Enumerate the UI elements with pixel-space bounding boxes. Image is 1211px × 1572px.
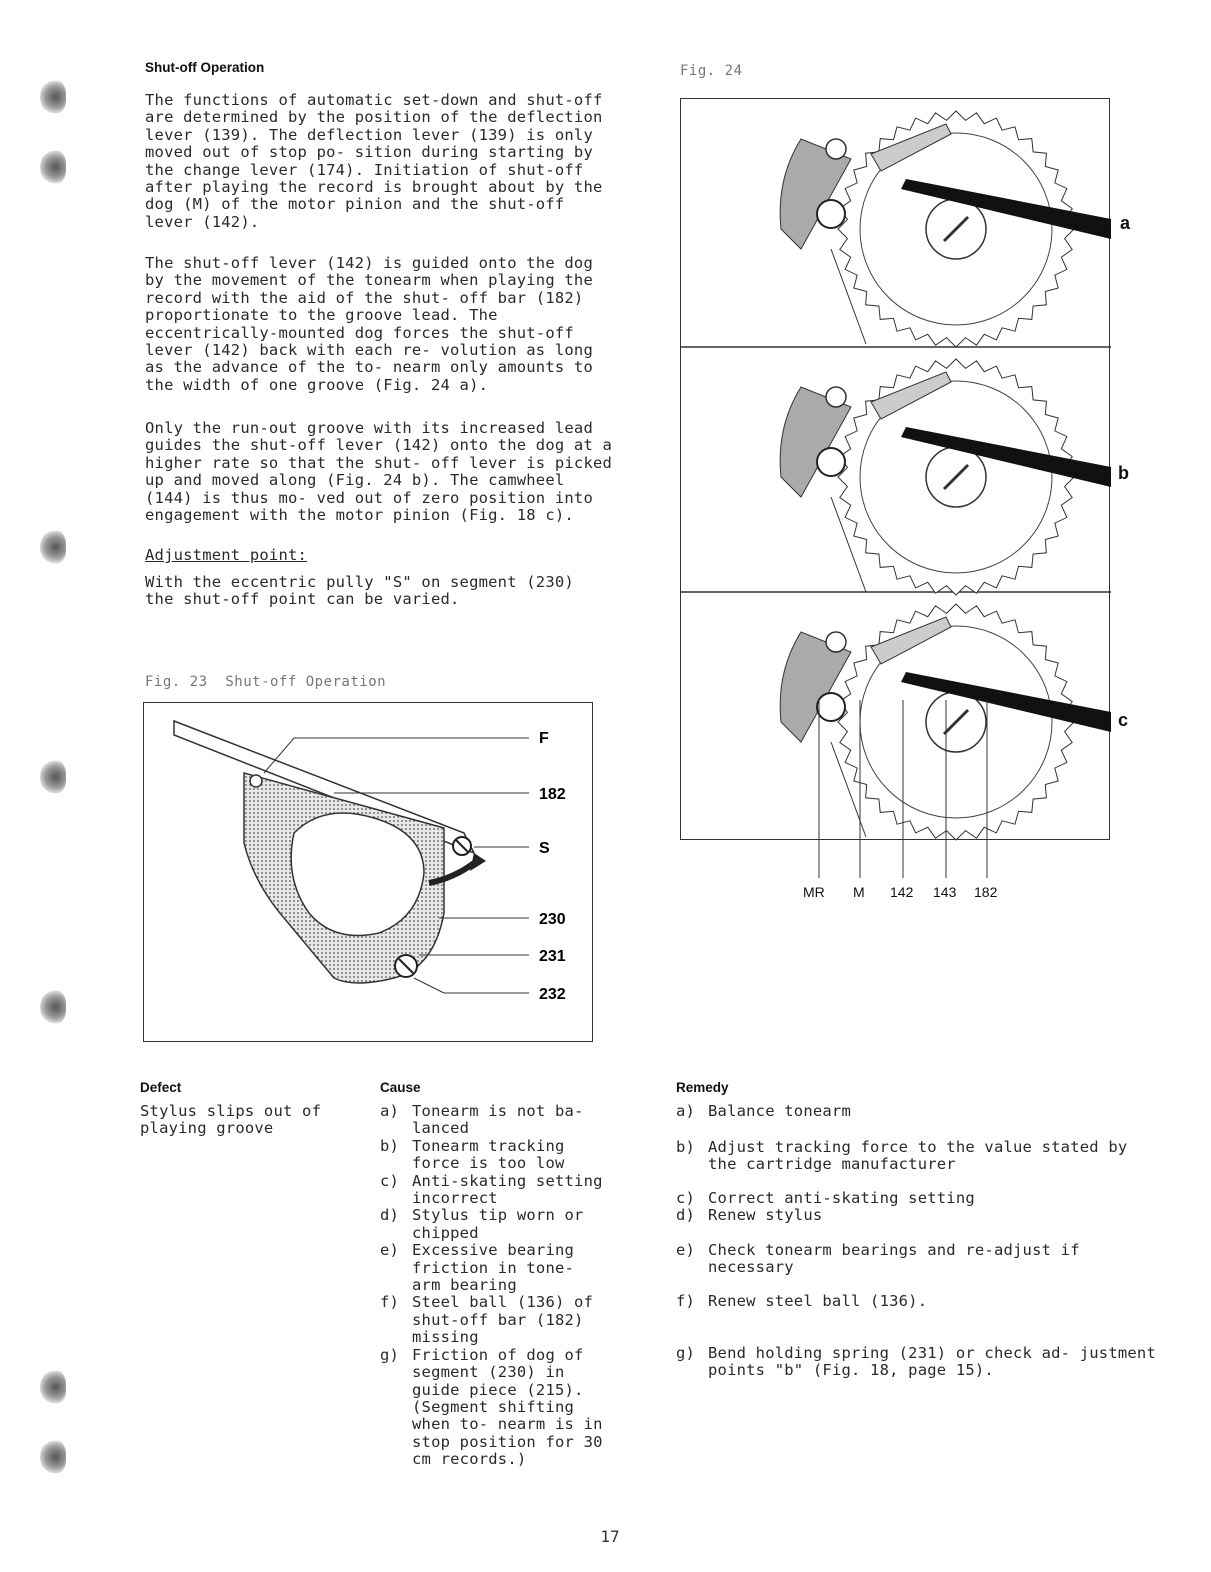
fig24-label-182: 182 <box>974 884 998 900</box>
remedy-c: c) Correct anti-skating setting <box>676 1189 975 1207</box>
defect-text: Stylus slips out of playing groove <box>140 1102 322 1138</box>
remedy-a: a) Balance tonearm <box>676 1102 851 1120</box>
fig23-label: S <box>539 840 550 857</box>
cause-item: c) Anti-skating setting incorrect <box>380 1171 603 1208</box>
remedy-header: Remedy <box>676 1080 729 1095</box>
cause-item: a) Tonearm is not ba- lanced <box>380 1102 584 1138</box>
fig24-label-143: 143 <box>933 884 957 900</box>
cause-item: b) Tonearm tracking force is too low <box>380 1136 565 1173</box>
cause-item: f) Steel ball (136) of shut-off bar (182) missing <box>380 1293 594 1347</box>
paragraph-1: The functions of automatic set-down and shut-off are determined by the position of the deflection lever (139). The deflection lever (139) is only moved out of stop po- sition during starting by the change lever (174). Initiation of shut-off after playing the record is brought about by the dog (M) of the motor pinion and the shut-off lever (142). <box>145 91 603 231</box>
fig24-label-mr: MR <box>803 884 825 900</box>
fig24-panel-label-b: b <box>1118 463 1129 483</box>
remedy-g: g) Bend holding spring (231) or check ad- justment points "b" (Fig. 18, page 15). <box>676 1344 1156 1380</box>
lever-screw <box>826 387 846 407</box>
fig24-caption: Fig. 24 <box>680 63 743 79</box>
paragraph-4: With the eccentric pully "S" on segment (230) the shut-off point can be varied. <box>145 573 574 609</box>
paragraph-2: The shut-off lever (142) is guided onto the dog by the movement of the tonearm when playing the record with the aid of the shut- off bar (182) proportionate to the groove lead. The eccentrically-mounted dog forces the shut-off lever (142) back with each re- volution as long as the advance of the to- nearm only amounts to the width of one groove (Fig. 24 a). <box>145 254 593 394</box>
lever-screw <box>826 139 846 159</box>
punch-hole <box>40 80 66 114</box>
fig23-diagram <box>143 702 593 1042</box>
punch-hole <box>40 530 66 564</box>
fig24-label-142: 142 <box>890 884 914 900</box>
motor-pinion <box>817 448 845 476</box>
cause-item: e) Excessive bearing friction in tone- arm bearing <box>380 1241 575 1295</box>
remedy-e: e) Check tonearm bearings and re-adjust if necessary <box>676 1241 1080 1277</box>
remedy-f: f) Renew steel ball (136). <box>676 1292 928 1310</box>
fig24-leaders <box>800 700 1020 880</box>
adjust-heading: Adjustment point: <box>145 546 308 564</box>
punch-hole <box>40 1370 66 1404</box>
fig23-label: 231 <box>539 948 566 965</box>
punch-hole <box>40 760 66 794</box>
fig23-label: 182 <box>539 786 566 803</box>
cause-header: Cause <box>380 1080 421 1095</box>
fig24-label-m: M <box>853 884 865 900</box>
fig23-label: F <box>539 730 549 747</box>
punch-hole <box>40 150 66 184</box>
punch-hole <box>40 990 66 1024</box>
fig23-label: 232 <box>539 986 566 1003</box>
defect-header: Defect <box>140 1080 182 1095</box>
cause-item: g) Friction of dog of segment (230) in guide piece (215). (Segment shifting when to- nearm is in stop position for 30 cm records.) <box>380 1345 603 1469</box>
fig24-panel-label-c: c <box>1118 710 1129 730</box>
remedy-d: d) Renew stylus <box>676 1206 823 1224</box>
fig23-label: 230 <box>539 911 566 928</box>
lever-screw <box>826 632 846 652</box>
page-number: 17 <box>600 1527 620 1546</box>
cause-list <box>380 1103 610 1469</box>
fig23-caption: Fig. 23 Shut-off Operation <box>145 674 387 690</box>
cause-item: d) Stylus tip worn or chipped <box>380 1206 584 1242</box>
fig24-panel-label-a: a <box>1120 213 1131 233</box>
fig23-drawing <box>144 703 594 1043</box>
paragraph-3: Only the run-out groove with its increased lead guides the shut-off lever (142) onto the dog at a higher rate so that the shut- off lever is picked up and moved along (Fig. 24 b). The camwheel (144) is thus mo- ved out of zero position into engagement with the motor pinion (Fig. 18 c). <box>145 419 613 525</box>
punch-hole <box>40 1440 66 1474</box>
section-title: Shut-off Operation <box>145 60 265 75</box>
motor-pinion <box>817 200 845 228</box>
remedy-b: b) Adjust tracking force to the value stated by the cartridge manufacturer <box>676 1138 1128 1174</box>
